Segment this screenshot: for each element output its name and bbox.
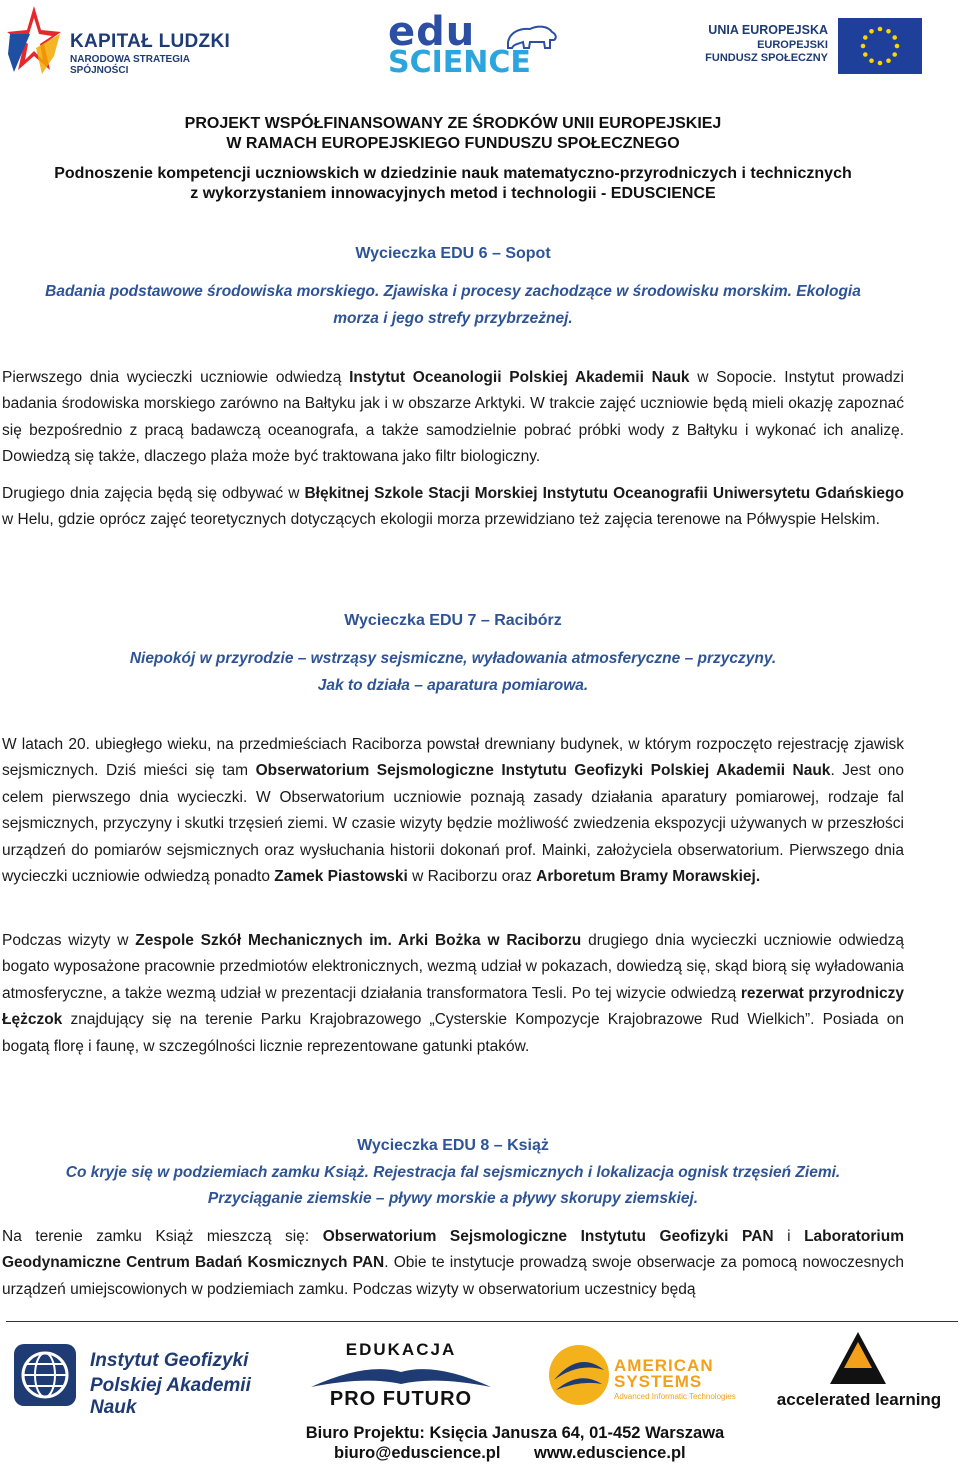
text-run: Drugiego dnia zajęcia będą się odbywać w [2,485,305,502]
project-title-line4: z wykorzystaniem innowacyjnych metod i technologii - EDUSCIENCE [190,185,716,202]
project-title-line1: PROJEKT WSPÓŁFINANSOWANY ZE ŚRODKÓW UNII EUROPEJSKIEJ [184,115,722,132]
footer-divider [6,1321,958,1322]
project-title-line2: W RAMACH EUROPEJSKIEGO FUNDUSZU SPOŁECZNEGO [226,135,680,152]
eduscience-logo-bottom: SCIENCE [388,45,531,80]
bold-text-run: Laboratorium Geodynamiczne Centrum Badań Kosmicznych PAN [2,1228,904,1272]
footer-website[interactable]: www.eduscience.pl [534,1444,686,1462]
trip8-title: Wycieczka EDU 8 – Książ [357,1137,549,1154]
text-run: i [773,1228,805,1245]
trip8-subtitle-1: Co kryje się w podziemiach zamku Książ. Rejestracja fal sejsmicznych i lokalizacja ognisk trzęsień Ziemi. [65,1164,841,1181]
eu-flag-icon [838,18,922,74]
bold-text-run: Instytut Oceanologii Polskiej Akademii Nauk [349,369,690,386]
header-logos [0,0,960,90]
bold-text-run: Arboretum Bramy Morawskiej. [536,868,761,886]
text-run: znajdujący się na terenie Parku Krajobrazowego „Cysterskie Kompozycje Krajobrazowe Rud Wielkich”. Posiada on bogatą florę i faunę, w szczególności licznie reprezentowane gatunki ptaków. [2,1011,904,1055]
text-run: w Helu, gdzie oprócz zajęć teoretycznych dotyczących ekologii morza przewidziano też zajęcia terenowe na Półwyspie Helskim. [2,511,880,529]
ep-top: EDUKACJA [345,1340,457,1359]
ep-bottom: PRO FUTURO [329,1388,473,1410]
trip7-title: Wycieczka EDU 7 – Racibórz [344,612,562,629]
text-run: w Sopocie. Instytut prowadzi badania środowiska morskiego zarówno na Bałtyku jak i w obszarze Arktyki. W trakcie zajęć uczniowie będą mieli okazję zapoznać się bezpośrednio z pracą badawczą oceanografa, a także samodzielnie pobrać próbki wody z Bałtyku i wykonać ich analizę. Dowiedzą się także, dlaczego plaża może być traktowana jako filtr biologiczny. [2,369,904,466]
bold-text-run: Obserwatorium Sejsmologiczne Instytutu Geofizyki PAN [322,1228,774,1245]
accelerated-learning-logo [766,1330,952,1412]
igf-line1: Instytut Geofizyki [90,1350,249,1371]
am-line3: Advanced Informatic Technologies [614,1392,736,1401]
bold-text-run: Błękitnej Szkole Stacji Morskiej Instytutu Oceanografii Uniwersytetu Gdańskiego [304,485,904,502]
eduscience-logo-top: edu [388,9,476,55]
bold-text-run: rezerwat przyrodniczy Łężczok [2,984,904,1029]
bold-text-run: Zamek Piastowski [274,868,408,886]
text-run: Pierwszego dnia wycieczki uczniowie odwiedzą [2,369,350,386]
trip7-subtitle-2: Jak to działa – aparatura pomiarowa. [317,677,589,694]
kapital-ludzki-subtitle: NARODOWA STRATEGIA SPÓJNOŚCI [70,54,190,76]
project-title-line3: Podnoszenie kompetencji uczniowskich w dziedzinie nauk matematyczno-przyrodniczych i technicznych [54,165,852,182]
trip8-paragraph-1 [2,1224,904,1303]
footer-address: Biuro Projektu: Księcia Janusza 64, 01-452 Warszawa [305,1424,725,1442]
kapital-ludzki-title: KAPITAŁ LUDZKI [70,31,231,52]
trip6-subtitle-2: morza i jego strefy przybrzeżnej. [333,310,573,327]
trip7-paragraph-1 [2,732,904,890]
eu-line2: EUROPEJSKI [757,39,828,51]
eu-line3: FUNDUSZ SPOŁECZNY [705,52,828,64]
trip7-subtitle-1: Niepokój w przyrodzie – wstrząsy sejsmiczne, wyładowania atmosferyczne – przyczyny. [129,650,777,667]
edukacja-pro-futuro-logo [302,1340,502,1412]
trip6-subtitle-1: Badania podstawowe środowiska morskiego. Zjawiska i procesy zachodzące w środowisku morskim. Ekologia [45,283,861,300]
text-run: w Raciborzu oraz [407,868,537,886]
text-run: . Obie te instytucje prowadzą swoje obserwacje za pomocą nowoczesnych urządzeń umiejscowionych w podziemiach zamku. Podczas wizyty w obserwatorium uczestnicy będą [2,1254,905,1298]
am-line2: SYSTEMS [614,1372,703,1391]
trip7-paragraph-2 [2,928,904,1060]
text-run: Na terenie zamku Książ mieszczą się: [2,1228,323,1245]
bold-text-run: Zespole Szkół Mechanicznych im. Arki Bożka w Raciborzu [135,932,582,949]
kapital-ludzki-logo [6,4,246,78]
pyramid-icon [828,1330,888,1386]
text-run: drugiego dnia wycieczki uczniowie odwiedzą bogato wyposażone pracownie przedmiotów elektronicznych, wezmą udział w pokazach, dowiedzą się, skąd biorą się wyładowania atmosferyczne, a także wezmą udział w prezentacji działania transformatora Tesli. Po tej wizycie odwiedzą [2,932,904,1002]
text-run: Podczas wizyty w [2,932,136,949]
eu-line1: UNIA EUROPEJSKA [708,23,828,37]
sun-swirl-icon [540,1340,618,1410]
eduscience-logo [388,9,563,80]
globe-icon [12,1342,78,1408]
igf-line2: Polskiej Akademii Nauk [90,1375,251,1418]
trip8-subtitle-2: Przyciąganie ziemskie – pływy morskie a pływy skorupy ziemskiej. [207,1190,699,1207]
igf-pan-logo [10,1338,278,1418]
al-text: accelerated learning [776,1390,942,1409]
eu-logo [705,18,922,74]
text-run: W latach 20. ubiegłego wieku, na przedmieściach Raciborza powstał drewniany budynek, w którym rozpoczęto rejestrację zjawisk sejsmicznych. Dziś mieści się tam [2,736,904,780]
kapital-ludzki-star-icon [6,4,62,78]
trip6-paragraph-1 [2,365,904,471]
trip6-title: Wycieczka EDU 6 – Sopot [355,245,551,262]
bold-text-run: Obserwatorium Sejsmologiczne Instytutu Geofizyki Polskiej Akademii Nauk [255,762,831,780]
american-systems-logo [540,1340,750,1412]
footer-email[interactable]: biuro@eduscience.pl [334,1444,501,1462]
trip6-paragraph-2 [2,481,904,534]
text-run: . Jest ono celem pierwszego dnia wycieczki. W Obserwatorium uczniowie poznają zasady działania aparatury pomiarowej, rodzaje fal sejsmicznych, przyczyny i skutki trzęsień ziemi. W czasie wizyty będzie możliwość zwiedzenia ekspozycji używanych w przeszłości urządzeń do pomiarów sejsmicznych oraz wysłuchania historii dokonań prof. Mainki, założyciela obserwatorium. Pierwszego dnia wycieczki uczniowie odwiedzą ponadto [2,762,904,886]
am-line1: AMERICAN [614,1356,714,1375]
